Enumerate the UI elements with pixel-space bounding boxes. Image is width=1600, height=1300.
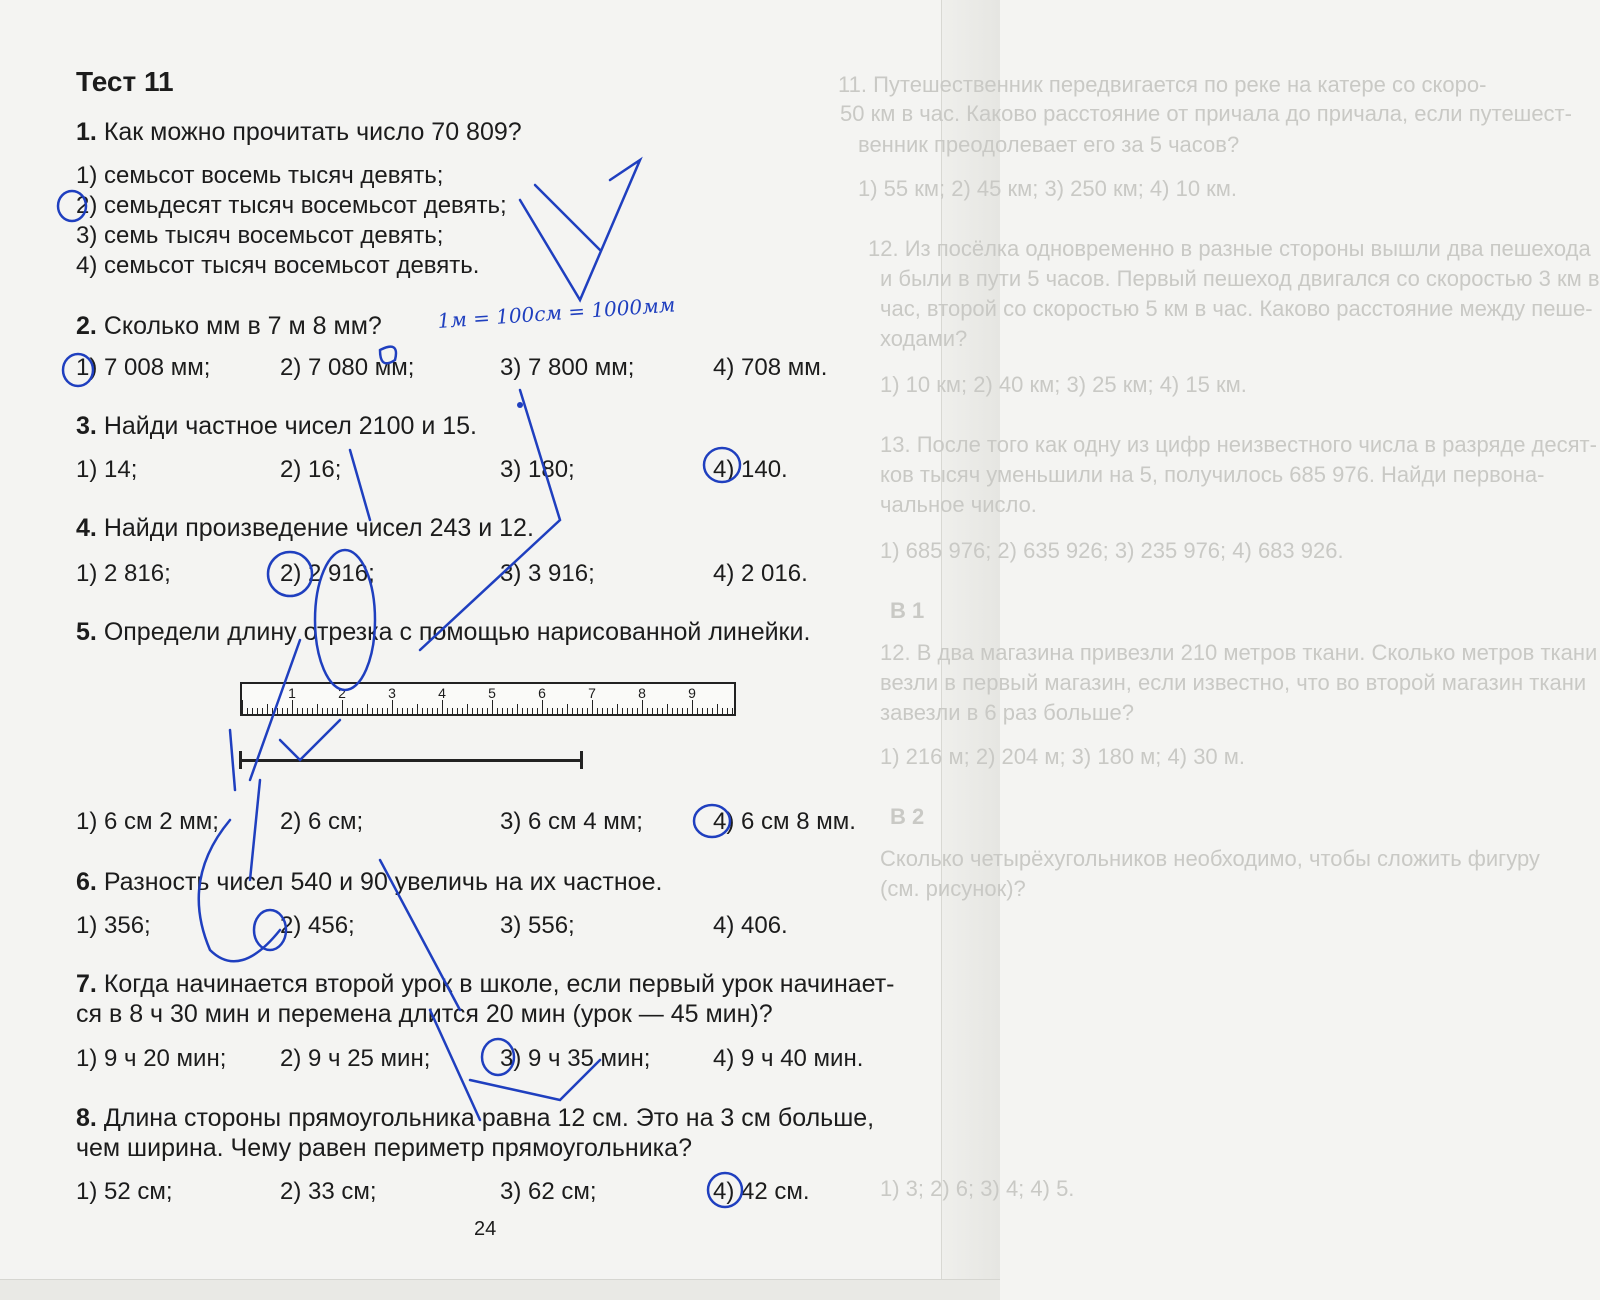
question-3	[76, 412, 477, 441]
ruler-label: 4	[438, 685, 446, 701]
ruler-tick	[372, 708, 373, 714]
answer-option[interactable]: 2) 33 см;	[280, 1178, 377, 1205]
ruler-tick	[632, 708, 633, 714]
answer-option[interactable]: 4) 140.	[713, 456, 788, 483]
answer-option[interactable]: 4) 406.	[713, 912, 788, 939]
ruler-tick	[487, 708, 488, 714]
ruler-tick	[407, 708, 408, 714]
ruler-tick	[402, 708, 403, 714]
ruler-tick	[422, 708, 423, 714]
question-number: 3.	[76, 412, 97, 440]
test-title: Тест 11	[76, 66, 174, 97]
ruler-tick	[477, 708, 478, 714]
answer-option[interactable]: 3) 3 916;	[500, 560, 595, 587]
answer-option[interactable]: 1) 52 см;	[76, 1178, 173, 1205]
ink-check-stroke	[520, 160, 640, 300]
ruler-tick	[712, 708, 713, 714]
question-5	[76, 618, 810, 647]
ruler-tick	[397, 708, 398, 714]
question-number: 5.	[76, 618, 97, 646]
ruler-tick	[357, 708, 358, 714]
answer-option[interactable]: 1) 7 008 мм;	[76, 354, 211, 381]
ruler-tick	[527, 708, 528, 714]
question-8	[76, 1104, 874, 1133]
ruler-tick	[577, 708, 578, 714]
answer-option[interactable]: 1) 356;	[76, 912, 151, 939]
ruler-tick	[687, 708, 688, 714]
answer-option[interactable]: 3) 62 см;	[500, 1178, 597, 1205]
ruler-tick	[387, 708, 388, 714]
segment-end-left	[239, 751, 242, 769]
ruler-tick	[492, 700, 493, 714]
question-number: 6.	[76, 868, 97, 896]
answer-option[interactable]: 4) 9 ч 40 мин.	[713, 1045, 864, 1072]
ruler-tick	[622, 708, 623, 714]
bleed-line: завезли в 6 раз больше?	[880, 700, 1134, 725]
ruler-tick	[452, 708, 453, 714]
ruler-tick	[602, 708, 603, 714]
answer-option[interactable]: 3) семь тысяч восемьсот девять;	[76, 222, 444, 249]
ruler-tick	[272, 708, 273, 714]
question-7-line-2: ся в 8 ч 30 мин и перемена длится 20 мин (урок — 45 мин)?	[76, 1000, 773, 1028]
ruler-tick	[352, 708, 353, 714]
ruler-tick	[682, 708, 683, 714]
ruler-tick	[552, 708, 553, 714]
bleed-line: час, второй со скоростью 5 км в час. Каково расстояние между пеше-	[880, 296, 1593, 321]
ink-check-stroke	[535, 185, 600, 250]
ruler-tick	[297, 708, 298, 714]
question-text: Когда начинается второй урок в школе, если первый урок начинает-	[103, 970, 895, 998]
bleed-line: 13. После того как одну из цифр неизвестного числа в разряде десят-	[880, 432, 1597, 457]
ruler-tick	[582, 708, 583, 714]
bleed-line: везли в первый магазин, если известно, что во второй магазин ткани	[880, 670, 1587, 695]
answer-option[interactable]: 3) 6 см 4 мм;	[500, 808, 643, 835]
ruler-tick	[662, 708, 663, 714]
ruler-tick	[277, 708, 278, 714]
question-number: 4.	[76, 514, 97, 542]
ruler-tick	[667, 704, 668, 714]
ruler-tick	[592, 700, 593, 714]
ruler-tick	[412, 708, 413, 714]
bleed-line: В 2	[890, 804, 925, 829]
ruler-label: 1	[288, 685, 296, 701]
segment-end-right	[580, 751, 583, 769]
ruler-tick	[532, 708, 533, 714]
ruler-tick	[312, 708, 313, 714]
bleed-line: 11. Путешественник передвигается по реке на катере со скоро-	[838, 72, 1487, 97]
ruler-tick	[587, 708, 588, 714]
answer-option[interactable]: 3) 9 ч 35 мин;	[500, 1045, 651, 1072]
ruler-tick	[637, 708, 638, 714]
answer-option[interactable]: 2) семьдесят тысяч восемьсот девять;	[76, 192, 507, 219]
answer-option[interactable]: 4) 42 см.	[713, 1178, 810, 1205]
ruler-tick	[497, 708, 498, 714]
ruler-tick	[502, 708, 503, 714]
ruler-tick	[677, 708, 678, 714]
ruler-tick	[377, 708, 378, 714]
question-text: Определи длину отрезка с помощью нарисованной линейки.	[103, 618, 811, 646]
ruler-tick	[367, 704, 368, 714]
ruler-tick	[262, 708, 263, 714]
ruler-tick	[557, 708, 558, 714]
ruler-tick	[462, 708, 463, 714]
ruler-label: 5	[488, 685, 496, 701]
answer-option[interactable]: 1) семьсот восемь тысяч девять;	[76, 162, 444, 189]
ruler-tick	[417, 704, 418, 714]
ruler-tick	[347, 708, 348, 714]
ruler-tick	[717, 704, 718, 714]
ruler-tick	[692, 700, 693, 714]
ink-stroke	[280, 720, 340, 760]
answer-option[interactable]: 2) 7 080 мм;	[280, 354, 415, 381]
bleed-line: 1) 55 км; 2) 45 км; 3) 250 км; 4) 10 км.	[858, 176, 1238, 201]
bleed-line: и были в пути 5 часов. Первый пешеход двигался со скоростью 3 км в	[880, 266, 1600, 291]
bleed-line: 1) 685 976; 2) 635 926; 3) 235 976; 4) 683 926.	[880, 538, 1344, 563]
question-7	[76, 970, 895, 999]
bleed-line: ков тысяч уменьшили на 5, получилось 685 976. Найди первона-	[880, 462, 1545, 487]
page-edge-bottom	[0, 1279, 1000, 1300]
ruler-label: 2	[338, 685, 346, 701]
bleed-line: ходами?	[880, 326, 968, 351]
ruler-tick	[572, 708, 573, 714]
ruler-tick	[467, 704, 468, 714]
ruler-tick	[252, 708, 253, 714]
ruler-tick	[327, 708, 328, 714]
ruler-label: 7	[588, 685, 596, 701]
answer-option[interactable]: 3) 7 800 мм;	[500, 354, 635, 381]
ruler-tick	[307, 708, 308, 714]
question-6	[76, 868, 662, 897]
ruler-tick	[722, 708, 723, 714]
ruler-tick	[447, 708, 448, 714]
question-text: Найди частное чисел 2100 и 15.	[103, 412, 477, 440]
bleed-line: 50 км в час. Каково расстояние от причала до причала, если путешест-	[840, 101, 1572, 126]
ruler-tick	[337, 708, 338, 714]
ruler-tick	[317, 704, 318, 714]
ink-stroke	[230, 730, 235, 790]
question-number: 1.	[76, 118, 97, 146]
ruler-tick	[507, 708, 508, 714]
bleed-line: В 1	[890, 598, 925, 623]
ruler-tick	[362, 708, 363, 714]
ruler-tick	[642, 700, 643, 714]
ruler-tick	[332, 708, 333, 714]
ruler-tick	[472, 708, 473, 714]
answer-option[interactable]: 1) 6 см 2 мм;	[76, 808, 219, 835]
measured-segment	[240, 759, 582, 762]
ruler-tick	[522, 708, 523, 714]
page-number: 24	[474, 1218, 497, 1240]
ruler-tick	[322, 708, 323, 714]
ruler-tick	[482, 708, 483, 714]
ruler-tick	[617, 704, 618, 714]
ruler-tick	[547, 708, 548, 714]
answer-option[interactable]: 2) 456;	[280, 912, 355, 939]
answer-option[interactable]: 4) 2 016.	[713, 560, 808, 587]
question-2	[76, 312, 382, 341]
question-number: 8.	[76, 1104, 97, 1132]
question-text: Найди произведение чисел 243 и 12.	[103, 514, 534, 542]
bleed-line: венник преодолевает его за 5 часов?	[858, 132, 1240, 157]
question-number: 2.	[76, 312, 97, 340]
question-1	[76, 118, 522, 147]
answer-option[interactable]: 1) 14;	[76, 456, 138, 483]
answer-option[interactable]: 3) 180;	[500, 456, 575, 483]
answer-option[interactable]: 4) 6 см 8 мм.	[713, 808, 856, 835]
ruler-tick	[707, 708, 708, 714]
ruler-tick	[647, 708, 648, 714]
ruler-tick	[652, 708, 653, 714]
answer-option[interactable]: 4) 708 мм.	[713, 354, 828, 381]
answer-option[interactable]: 4) семьсот тысяч восемьсот девять.	[76, 252, 480, 279]
question-text: Длина стороны прямоугольника равна 12 см. Это на 3 см больше,	[103, 1104, 875, 1132]
answer-option[interactable]: 3) 556;	[500, 912, 575, 939]
ruler-tick	[247, 708, 248, 714]
ruler-tick	[257, 708, 258, 714]
ruler-tick	[517, 704, 518, 714]
question-text: Как можно прочитать число 70 809?	[103, 118, 522, 146]
ruler-tick	[292, 700, 293, 714]
ruler-tick	[287, 708, 288, 714]
ruler-tick	[382, 708, 383, 714]
ruler-tick	[727, 708, 728, 714]
ruler-tick	[537, 708, 538, 714]
ruler-label: 8	[638, 685, 646, 701]
bleed-line: Сколько четырёхугольников необходимо, чтобы сложить фигуру	[880, 846, 1540, 871]
ink-stroke	[350, 450, 370, 520]
ruler-tick	[442, 700, 443, 714]
bleed-line: 1) 10 км; 2) 40 км; 3) 25 км; 4) 15 км.	[880, 372, 1247, 397]
ruler-tick	[612, 708, 613, 714]
ruler-tick	[302, 708, 303, 714]
ruler-tick	[242, 700, 243, 714]
ruler-tick	[697, 708, 698, 714]
ink-stroke	[250, 780, 260, 880]
ruler	[240, 682, 736, 716]
answer-option[interactable]: 2) 2 916;	[280, 560, 375, 587]
ruler-tick	[607, 708, 608, 714]
ruler-label: 6	[538, 685, 546, 701]
ruler-tick	[627, 708, 628, 714]
bleed-line: (см. рисунок)?	[880, 876, 1026, 901]
ruler-tick	[432, 708, 433, 714]
ruler-tick	[457, 708, 458, 714]
ruler-tick	[512, 708, 513, 714]
bleed-line: 12. Из посёлка одновременно в разные стороны вышли два пешехода	[868, 236, 1591, 261]
bleed-line: 1) 3; 2) 6; 3) 4; 4) 5.	[880, 1176, 1075, 1201]
question-text: Сколько мм в 7 м 8 мм?	[103, 312, 382, 340]
answer-option[interactable]: 1) 9 ч 20 мин;	[76, 1045, 227, 1072]
ruler-label: 9	[688, 685, 696, 701]
ruler-tick	[427, 708, 428, 714]
bleed-line: чальное число.	[880, 492, 1037, 517]
ruler-tick	[342, 700, 343, 714]
ruler-tick	[542, 700, 543, 714]
ruler-tick	[267, 704, 268, 714]
answer-option[interactable]: 2) 9 ч 25 мин;	[280, 1045, 431, 1072]
answer-option[interactable]: 2) 16;	[280, 456, 342, 483]
ruler-tick	[732, 708, 733, 714]
ink-dot	[517, 402, 523, 408]
question-4	[76, 514, 534, 543]
ruler-label: 3	[388, 685, 396, 701]
ruler-tick	[437, 708, 438, 714]
ruler-tick	[392, 700, 393, 714]
question-8-line-2: чем ширина. Чему равен периметр прямоугольника?	[76, 1134, 692, 1162]
ruler-tick	[282, 708, 283, 714]
ruler-tick	[597, 708, 598, 714]
question-text: Разность чисел 540 и 90 увеличь на их частное.	[103, 868, 663, 896]
bleed-line: 1) 216 м; 2) 204 м; 3) 180 м; 4) 30 м.	[880, 744, 1246, 769]
ruler-tick	[562, 708, 563, 714]
answer-option[interactable]: 2) 6 см;	[280, 808, 364, 835]
ruler-scale	[242, 684, 734, 714]
question-number: 7.	[76, 970, 97, 998]
ruler-tick	[657, 708, 658, 714]
answer-option[interactable]: 1) 2 816;	[76, 560, 171, 587]
ruler-tick	[672, 708, 673, 714]
handwritten-note: 1м = 100см = 1000мм	[436, 292, 677, 333]
bleed-line: 12. В два магазина привезли 210 метров ткани. Сколько метров ткани	[880, 640, 1598, 665]
ruler-tick	[567, 704, 568, 714]
ruler-tick	[702, 708, 703, 714]
